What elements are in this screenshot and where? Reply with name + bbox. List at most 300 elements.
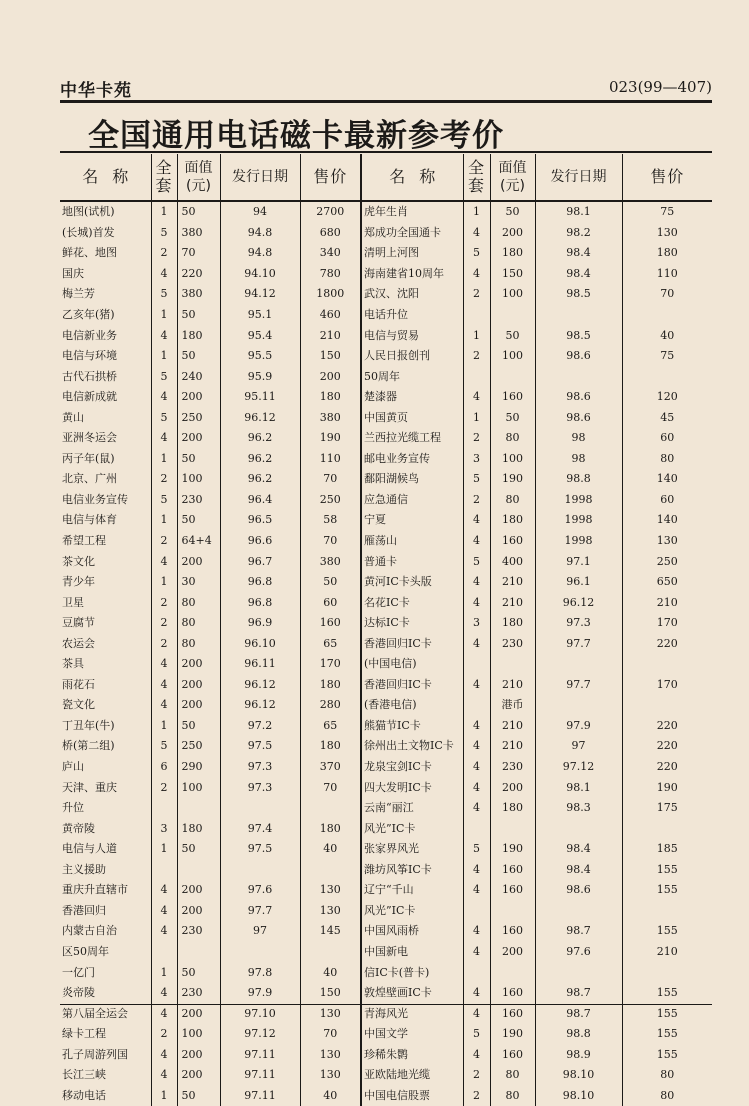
table-row bbox=[60, 572, 712, 593]
cell-issue-daterows_left, bbox=[220, 860, 300, 881]
table-row bbox=[60, 942, 712, 963]
table-row bbox=[60, 551, 712, 572]
cell-namerows_right,-right: 中国文学 bbox=[361, 1024, 463, 1045]
cell-pricerows_right,-right bbox=[622, 366, 712, 387]
cell-face-valuerows_left,: 100 bbox=[177, 469, 220, 490]
cell-namerows_right,-right: 雁荡山 bbox=[361, 531, 463, 552]
cell-namerows_left,: 雨花石 bbox=[62, 677, 95, 691]
cell-face-valuerows_left,: 100 bbox=[177, 777, 220, 798]
table-row bbox=[60, 633, 712, 654]
cell-issue-daterows_right,-right: 98.6 bbox=[535, 407, 622, 428]
cell-namerows_right,-right: 邮电业务宣传 bbox=[361, 449, 463, 470]
cell-face-valuerows_right,-right: 210 bbox=[490, 736, 535, 757]
cell-pricerows_left,: 180 bbox=[300, 675, 361, 696]
cell-pricerows_right,-right: 40 bbox=[622, 325, 712, 346]
cell-issue-daterows_right,-right: 98.8 bbox=[535, 1024, 622, 1045]
cell-pricerows_left,: 70 bbox=[300, 469, 361, 490]
cell-namerows_right,-right: 中国风雨桥 bbox=[361, 921, 463, 942]
cell-face-valuerows_left,: 230 bbox=[177, 921, 220, 942]
column-header-set bbox=[151, 154, 177, 201]
cell-set-countrows_left,: 4 bbox=[151, 880, 177, 901]
cell-set-countrows_left,: 4 bbox=[151, 675, 177, 696]
cell-set-countrows_left,: 4 bbox=[151, 264, 177, 285]
table-row bbox=[60, 510, 712, 531]
cell-namerows_right,-right: 辽宁“千山 bbox=[361, 880, 463, 901]
cell-face-valuerows_left,: 50 bbox=[177, 716, 220, 737]
cell-namerows_left,: 乙亥年(猪) bbox=[62, 308, 115, 321]
cell-issue-daterows_right,-right: 98.10 bbox=[535, 1086, 622, 1106]
cell-issue-daterows_left,: 97.10 bbox=[220, 1003, 300, 1024]
cell-pricerows_right,-right: 60 bbox=[622, 428, 712, 449]
column-header-name-right: 名称 bbox=[361, 154, 463, 201]
page-code: 023(99—407) bbox=[608, 78, 712, 96]
cell-pricerows_left, bbox=[300, 798, 361, 819]
magazine-name: 中华卡苑 bbox=[60, 81, 132, 101]
cell-face-valuerows_left,: 230 bbox=[177, 490, 220, 511]
cell-namerows_right,-right: 黄河IC卡头版 bbox=[361, 572, 463, 593]
cell-face-valuerows_left, bbox=[177, 798, 220, 819]
cell-issue-daterows_right,-right: 1998 bbox=[535, 490, 622, 511]
cell-face-valuerows_left,: 50 bbox=[177, 449, 220, 470]
cell-pricerows_right,-right: 220 bbox=[622, 716, 712, 737]
cell-pricerows_right,-right: 155 bbox=[622, 921, 712, 942]
cell-namerows_right,-right: 鄱阳湖候鸟 bbox=[361, 469, 463, 490]
cell-set-countrows_right,-right: 5 bbox=[463, 243, 490, 264]
cell-set-countrows_right,-right: 5 bbox=[463, 469, 490, 490]
cell-issue-daterows_right,-right: 98.10 bbox=[535, 1065, 622, 1086]
cell-pricerows_right,-right: 190 bbox=[622, 777, 712, 798]
cell-pricerows_left,: 130 bbox=[300, 1003, 361, 1024]
cell-face-valuerows_left,: 250 bbox=[177, 407, 220, 428]
cell-namerows_left,: 茶文化 bbox=[62, 554, 95, 568]
cell-pricerows_right,-right: 80 bbox=[622, 1086, 712, 1106]
article-title: 全国通用电话磁卡最新参考价 bbox=[88, 118, 504, 154]
cell-namerows_left,: 梅兰芳 bbox=[62, 287, 95, 301]
cell-namerows_left,: (长城)首发 bbox=[62, 225, 115, 239]
cell-namerows_left,: 电信与体育 bbox=[62, 513, 117, 527]
cell-pricerows_left,: 780 bbox=[300, 264, 361, 285]
cell-set-countrows_left,: 2 bbox=[151, 592, 177, 613]
cell-issue-daterows_right,-right bbox=[535, 305, 622, 326]
cell-namerows_right,-right: 云南“丽江 bbox=[361, 798, 463, 819]
cell-pricerows_left,: 60 bbox=[300, 592, 361, 613]
cell-face-valuerows_right,-right: 50 bbox=[490, 325, 535, 346]
cell-issue-daterows_right,-right: 98.7 bbox=[535, 1003, 622, 1024]
column-header-set-bottom: 套 bbox=[155, 176, 173, 195]
cell-face-valuerows_left,: 80 bbox=[177, 592, 220, 613]
table-row bbox=[60, 490, 712, 511]
cell-pricerows_left,: 65 bbox=[300, 716, 361, 737]
cell-set-countrows_left,: 4 bbox=[151, 1003, 177, 1024]
cell-face-valuerows_right,-right: 160 bbox=[490, 1044, 535, 1065]
cell-pricerows_left, bbox=[300, 942, 361, 963]
cell-namerows_left,: 庐山 bbox=[62, 760, 84, 774]
cell-face-valuerows_right,-right: 80 bbox=[490, 1086, 535, 1106]
cell-pricerows_left,: 170 bbox=[300, 654, 361, 675]
cell-pricerows_left,: 130 bbox=[300, 880, 361, 901]
cell-namerows_right,-right: (香港电信) bbox=[361, 695, 463, 716]
cell-namerows_left,: 亚洲冬运会 bbox=[62, 431, 117, 445]
table-row bbox=[60, 1044, 712, 1065]
cell-issue-daterows_right,-right: 96.1 bbox=[535, 572, 622, 593]
cell-set-countrows_left,: 1 bbox=[151, 305, 177, 326]
table-row bbox=[60, 366, 712, 387]
cell-issue-daterows_left,: 96.12 bbox=[220, 695, 300, 716]
cell-pricerows_left,: 70 bbox=[300, 777, 361, 798]
cell-issue-daterows_right,-right: 1998 bbox=[535, 531, 622, 552]
cell-pricerows_left,: 460 bbox=[300, 305, 361, 326]
cell-set-countrows_right,-right: 4 bbox=[463, 921, 490, 942]
cell-pricerows_left,: 380 bbox=[300, 407, 361, 428]
cell-pricerows_right,-right: 155 bbox=[622, 1024, 712, 1045]
cell-set-countrows_left,: 5 bbox=[151, 407, 177, 428]
table-row bbox=[60, 777, 712, 798]
cell-issue-daterows_right,-right: 97.12 bbox=[535, 757, 622, 778]
cell-namerows_right,-right: 郑成功全国通卡 bbox=[361, 223, 463, 244]
cell-face-valuerows_right,-right bbox=[490, 366, 535, 387]
cell-issue-daterows_right,-right bbox=[535, 901, 622, 922]
cell-set-countrows_left,: 1 bbox=[151, 449, 177, 470]
cell-face-valuerows_left,: 380 bbox=[177, 223, 220, 244]
cell-issue-daterows_left,: 97.11 bbox=[220, 1065, 300, 1086]
cell-pricerows_left,: 180 bbox=[300, 818, 361, 839]
cell-set-countrows_left,: 4 bbox=[151, 387, 177, 408]
cell-face-valuerows_left,: 30 bbox=[177, 572, 220, 593]
cell-face-valuerows_left,: 250 bbox=[177, 736, 220, 757]
cell-pricerows_right,-right: 180 bbox=[622, 243, 712, 264]
cell-set-countrows_right,-right: 4 bbox=[463, 942, 490, 963]
cell-face-valuerows_left,: 200 bbox=[177, 1044, 220, 1065]
cell-set-countrows_left,: 5 bbox=[151, 490, 177, 511]
cell-face-valuerows_right,-right: 230 bbox=[490, 633, 535, 654]
cell-issue-daterows_right,-right: 98.9 bbox=[535, 1044, 622, 1065]
cell-issue-daterows_right,-right: 98.4 bbox=[535, 243, 622, 264]
cell-namerows_right,-right: 张家界风光 bbox=[361, 839, 463, 860]
cell-namerows_left,: 北京、广州 bbox=[62, 472, 117, 486]
cell-set-countrows_right,-right: 1 bbox=[463, 201, 490, 223]
cell-pricerows_right,-right: 155 bbox=[622, 983, 712, 1004]
cell-issue-daterows_left,: 96.7 bbox=[220, 551, 300, 572]
cell-set-countrows_right,-right: 2 bbox=[463, 1086, 490, 1106]
cell-issue-daterows_right,-right: 98.4 bbox=[535, 264, 622, 285]
cell-namerows_left,: 国庆 bbox=[62, 266, 84, 280]
cell-pricerows_right,-right: 220 bbox=[622, 736, 712, 757]
cell-face-valuerows_right,-right: 160 bbox=[490, 1003, 535, 1024]
cell-namerows_right,-right: 香港回归IC卡 bbox=[361, 675, 463, 696]
cell-face-valuerows_right,-right: 180 bbox=[490, 243, 535, 264]
cell-set-countrows_left,: 4 bbox=[151, 901, 177, 922]
cell-namerows_right,-right: 人民日报创刊 bbox=[361, 346, 463, 367]
cell-issue-daterows_left,: 97.4 bbox=[220, 818, 300, 839]
cell-set-countrows_left,: 5 bbox=[151, 284, 177, 305]
cell-pricerows_left,: 130 bbox=[300, 901, 361, 922]
cell-issue-daterows_left,: 96.4 bbox=[220, 490, 300, 511]
cell-namerows_right,-right: 宁夏 bbox=[361, 510, 463, 531]
cell-issue-daterows_right,-right: 98.3 bbox=[535, 798, 622, 819]
cell-set-countrows_right,-right: 4 bbox=[463, 736, 490, 757]
cell-namerows_left,: 茶具 bbox=[62, 657, 84, 671]
cell-pricerows_left,: 145 bbox=[300, 921, 361, 942]
cell-face-valuerows_right,-right: 50 bbox=[490, 407, 535, 428]
cell-issue-daterows_right,-right: 97.6 bbox=[535, 942, 622, 963]
cell-issue-daterows_left,: 95.4 bbox=[220, 325, 300, 346]
cell-set-countrows_left,: 1 bbox=[151, 716, 177, 737]
column-header-face-top-right: 面值 bbox=[498, 160, 527, 176]
cell-set-countrows_right,-right: 2 bbox=[463, 1065, 490, 1086]
cell-issue-daterows_left, bbox=[220, 942, 300, 963]
cell-issue-daterows_right,-right: 97.7 bbox=[535, 633, 622, 654]
cell-issue-daterows_right,-right bbox=[535, 366, 622, 387]
cell-pricerows_left,: 370 bbox=[300, 757, 361, 778]
table-header-row bbox=[60, 154, 712, 201]
cell-namerows_left,: 鲜花、地图 bbox=[62, 246, 117, 260]
cell-pricerows_left,: 2700 bbox=[300, 201, 361, 223]
cell-issue-daterows_left,: 97.6 bbox=[220, 880, 300, 901]
cell-set-countrows_left,: 2 bbox=[151, 613, 177, 634]
cell-set-countrows_left,: 4 bbox=[151, 1065, 177, 1086]
cell-set-countrows_right,-right: 4 bbox=[463, 757, 490, 778]
cell-set-countrows_right,-right: 4 bbox=[463, 983, 490, 1004]
cell-face-valuerows_left,: 380 bbox=[177, 284, 220, 305]
cell-namerows_left,: 希望工程 bbox=[62, 534, 106, 548]
cell-pricerows_left,: 65 bbox=[300, 633, 361, 654]
cell-pricerows_right,-right: 155 bbox=[622, 1003, 712, 1024]
cell-face-valuerows_right,-right: 160 bbox=[490, 921, 535, 942]
cell-pricerows_right,-right: 130 bbox=[622, 223, 712, 244]
cell-pricerows_left,: 180 bbox=[300, 736, 361, 757]
column-header-issue-date-right: 发行日期 bbox=[535, 154, 622, 201]
cell-set-countrows_left,: 2 bbox=[151, 469, 177, 490]
cell-face-valuerows_right,-right bbox=[490, 962, 535, 983]
cell-face-valuerows_right,-right: 160 bbox=[490, 983, 535, 1004]
cell-face-valuerows_right,-right: 100 bbox=[490, 449, 535, 470]
table-row bbox=[60, 962, 712, 983]
table-row bbox=[60, 613, 712, 634]
cell-face-valuerows_right,-right: 180 bbox=[490, 613, 535, 634]
cell-face-valuerows_right,-right: 100 bbox=[490, 346, 535, 367]
cell-pricerows_left,: 160 bbox=[300, 613, 361, 634]
table-row bbox=[60, 1065, 712, 1086]
cell-pricerows_right,-right: 80 bbox=[622, 449, 712, 470]
cell-issue-daterows_left,: 96.5 bbox=[220, 510, 300, 531]
cell-pricerows_right,-right bbox=[622, 818, 712, 839]
cell-face-valuerows_right,-right: 200 bbox=[490, 777, 535, 798]
cell-face-valuerows_left,: 200 bbox=[177, 428, 220, 449]
cell-pricerows_left,: 250 bbox=[300, 490, 361, 511]
cell-set-countrows_right,-right: 4 bbox=[463, 716, 490, 737]
cell-face-valuerows_left,: 230 bbox=[177, 983, 220, 1004]
cell-issue-daterows_right,-right: 96.12 bbox=[535, 592, 622, 613]
cell-pricerows_right,-right: 650 bbox=[622, 572, 712, 593]
table-row bbox=[60, 1003, 712, 1024]
cell-face-valuerows_left,: 200 bbox=[177, 1065, 220, 1086]
cell-set-countrows_right,-right: 4 bbox=[463, 531, 490, 552]
cell-namerows_right,-right: 兰西拉光缆工程 bbox=[361, 428, 463, 449]
cell-set-countrows_right,-right: 4 bbox=[463, 777, 490, 798]
cell-set-countrows_left,: 4 bbox=[151, 921, 177, 942]
table-row bbox=[60, 757, 712, 778]
cell-namerows_right,-right: 武汉、沈阳 bbox=[361, 284, 463, 305]
cell-issue-daterows_right,-right: 98.7 bbox=[535, 983, 622, 1004]
cell-issue-daterows_left,: 97.9 bbox=[220, 983, 300, 1004]
cell-pricerows_left,: 58 bbox=[300, 510, 361, 531]
cell-namerows_right,-right: 名花IC卡 bbox=[361, 592, 463, 613]
cell-pricerows_right,-right: 155 bbox=[622, 1044, 712, 1065]
cell-pricerows_left,: 130 bbox=[300, 1065, 361, 1086]
table-row bbox=[60, 407, 712, 428]
cell-set-countrows_right,-right: 4 bbox=[463, 264, 490, 285]
price-table bbox=[60, 154, 712, 1106]
cell-set-countrows_right,-right: 3 bbox=[463, 613, 490, 634]
cell-set-countrows_left, bbox=[151, 798, 177, 819]
cell-pricerows_right,-right bbox=[622, 901, 712, 922]
cell-namerows_left,: 长江三峡 bbox=[62, 1068, 106, 1082]
cell-set-countrows_right,-right: 3 bbox=[463, 449, 490, 470]
table-row bbox=[60, 1024, 712, 1045]
cell-set-countrows_left,: 6 bbox=[151, 757, 177, 778]
column-header-face-value bbox=[177, 154, 220, 201]
cell-namerows_right,-right: 龙泉宝剑IC卡 bbox=[361, 757, 463, 778]
cell-set-countrows_right,-right: 5 bbox=[463, 1024, 490, 1045]
cell-issue-daterows_left,: 96.8 bbox=[220, 592, 300, 613]
cell-issue-daterows_right,-right: 98.5 bbox=[535, 325, 622, 346]
cell-pricerows_right,-right: 250 bbox=[622, 551, 712, 572]
cell-namerows_left,: 一亿门 bbox=[62, 965, 95, 979]
cell-issue-daterows_right,-right: 98.1 bbox=[535, 777, 622, 798]
cell-set-countrows_left,: 2 bbox=[151, 243, 177, 264]
cell-namerows_right,-right: 信IC卡(普卡) bbox=[361, 962, 463, 983]
cell-set-countrows_left,: 4 bbox=[151, 551, 177, 572]
cell-set-countrows_right,-right: 1 bbox=[463, 325, 490, 346]
cell-issue-daterows_right,-right: 97.7 bbox=[535, 675, 622, 696]
table-row bbox=[60, 592, 712, 613]
cell-face-valuerows_right,-right: 190 bbox=[490, 839, 535, 860]
table-row bbox=[60, 983, 712, 1004]
table-row bbox=[60, 387, 712, 408]
cell-issue-daterows_right,-right: 98.2 bbox=[535, 223, 622, 244]
cell-namerows_right,-right: 中国电信股票 bbox=[361, 1086, 463, 1106]
cell-issue-daterows_right,-right: 98 bbox=[535, 428, 622, 449]
cell-pricerows_left,: 1800 bbox=[300, 284, 361, 305]
cell-pricerows_left,: 40 bbox=[300, 839, 361, 860]
cell-pricerows_right,-right: 75 bbox=[622, 201, 712, 223]
cell-pricerows_right,-right: 210 bbox=[622, 942, 712, 963]
cell-face-valuerows_left,: 200 bbox=[177, 695, 220, 716]
cell-issue-daterows_left,: 97.2 bbox=[220, 716, 300, 737]
cell-namerows_left,: 古代石拱桥 bbox=[62, 369, 117, 383]
cell-set-countrows_right,-right: 4 bbox=[463, 1003, 490, 1024]
table-row bbox=[60, 839, 712, 860]
cell-face-valuerows_left,: 200 bbox=[177, 901, 220, 922]
cell-face-valuerows_right,-right: 180 bbox=[490, 798, 535, 819]
cell-namerows_right,-right: 电信与贸易 bbox=[361, 325, 463, 346]
cell-issue-daterows_left,: 96.12 bbox=[220, 675, 300, 696]
cell-namerows_left,: 青少年 bbox=[62, 575, 95, 589]
cell-face-valuerows_right,-right: 150 bbox=[490, 264, 535, 285]
cell-issue-daterows_left,: 95.9 bbox=[220, 366, 300, 387]
cell-issue-daterows_right,-right bbox=[535, 654, 622, 675]
cell-namerows_left,: 移动电话 bbox=[62, 1088, 106, 1102]
cell-pricerows_left,: 130 bbox=[300, 1044, 361, 1065]
cell-face-valuerows_right,-right: 80 bbox=[490, 490, 535, 511]
cell-face-valuerows_left,: 220 bbox=[177, 264, 220, 285]
cell-pricerows_right,-right: 155 bbox=[622, 880, 712, 901]
cell-face-valuerows_right,-right: 190 bbox=[490, 1024, 535, 1045]
page-header bbox=[60, 76, 712, 103]
cell-face-valuerows_right,-right: 160 bbox=[490, 387, 535, 408]
cell-namerows_right,-right: 青海风光 bbox=[361, 1003, 463, 1024]
table-row bbox=[60, 305, 712, 326]
cell-pricerows_right,-right bbox=[622, 654, 712, 675]
cell-face-valuerows_left,: 70 bbox=[177, 243, 220, 264]
cell-face-valuerows_left,: 50 bbox=[177, 839, 220, 860]
cell-face-valuerows_left,: 200 bbox=[177, 551, 220, 572]
cell-issue-daterows_left, bbox=[220, 798, 300, 819]
cell-set-countrows_left,: 3 bbox=[151, 818, 177, 839]
cell-namerows_right,-right: 四大发明IC卡 bbox=[361, 777, 463, 798]
cell-face-valuerows_right,-right: 210 bbox=[490, 675, 535, 696]
column-header-set-bottom-right: 套 bbox=[467, 176, 485, 195]
cell-face-valuerows_left,: 64+4 bbox=[177, 531, 220, 552]
cell-namerows_right,-right: 楚漆器 bbox=[361, 387, 463, 408]
cell-face-valuerows_right,-right: 160 bbox=[490, 880, 535, 901]
cell-set-countrows_right,-right: 5 bbox=[463, 551, 490, 572]
cell-set-countrows_left, bbox=[151, 860, 177, 881]
cell-face-valuerows_right,-right bbox=[490, 901, 535, 922]
cell-set-countrows_right,-right: 2 bbox=[463, 490, 490, 511]
cell-pricerows_right,-right: 120 bbox=[622, 387, 712, 408]
cell-namerows_right,-right: 清明上河图 bbox=[361, 243, 463, 264]
cell-namerows_right,-right: 中国黄页 bbox=[361, 407, 463, 428]
cell-set-countrows_right,-right: 4 bbox=[463, 798, 490, 819]
cell-issue-daterows_right,-right bbox=[535, 818, 622, 839]
cell-issue-daterows_left,: 96.12 bbox=[220, 407, 300, 428]
cell-issue-daterows_left,: 97.8 bbox=[220, 962, 300, 983]
cell-set-countrows_left,: 5 bbox=[151, 366, 177, 387]
cell-namerows_left,: 重庆升直辖市 bbox=[62, 883, 128, 897]
cell-set-countrows_right,-right bbox=[463, 654, 490, 675]
cell-face-valuerows_right,-right bbox=[490, 818, 535, 839]
cell-face-valuerows_right,-right: 160 bbox=[490, 531, 535, 552]
cell-face-valuerows_left,: 50 bbox=[177, 305, 220, 326]
table-row bbox=[60, 346, 712, 367]
cell-issue-daterows_right,-right: 98.5 bbox=[535, 284, 622, 305]
cell-issue-daterows_left,: 96.11 bbox=[220, 654, 300, 675]
cell-set-countrows_right,-right bbox=[463, 695, 490, 716]
cell-namerows_left,: 炎帝陵 bbox=[62, 986, 95, 1000]
table-row bbox=[60, 695, 712, 716]
table-row bbox=[60, 243, 712, 264]
column-header-face-bottom: (元) bbox=[186, 178, 211, 194]
cell-pricerows_right,-right: 70 bbox=[622, 284, 712, 305]
cell-set-countrows_left,: 1 bbox=[151, 1086, 177, 1106]
cell-set-countrows_right,-right: 4 bbox=[463, 572, 490, 593]
cell-pricerows_left,: 380 bbox=[300, 551, 361, 572]
cell-face-valuerows_left,: 180 bbox=[177, 818, 220, 839]
column-header-price-right: 售价 bbox=[622, 154, 712, 201]
cell-pricerows_left,: 340 bbox=[300, 243, 361, 264]
table-row bbox=[60, 469, 712, 490]
table-row bbox=[60, 880, 712, 901]
cell-pricerows_right,-right: 170 bbox=[622, 613, 712, 634]
cell-namerows_left,: 电信新成就 bbox=[62, 390, 117, 404]
cell-namerows_left,: 绿卡工程 bbox=[62, 1027, 106, 1041]
cell-issue-daterows_left,: 97.11 bbox=[220, 1044, 300, 1065]
cell-issue-daterows_right,-right: 98.4 bbox=[535, 860, 622, 881]
cell-pricerows_left,: 150 bbox=[300, 346, 361, 367]
table-row bbox=[60, 818, 712, 839]
cell-issue-daterows_right,-right bbox=[535, 962, 622, 983]
